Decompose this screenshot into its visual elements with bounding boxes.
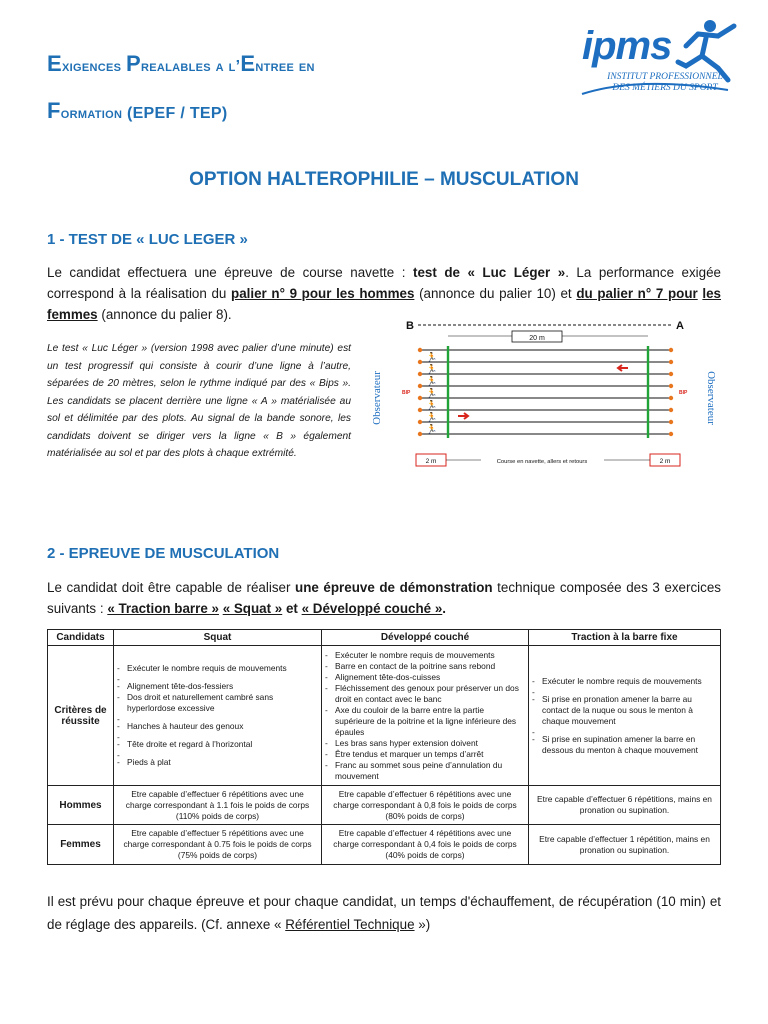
row-label-femmes: Femmes (48, 825, 114, 865)
table-row-femmes (48, 825, 721, 865)
table-row-hommes (48, 786, 721, 825)
table-row-criteria (48, 646, 721, 786)
diagram-caption: Course en navette, allers et retours (496, 459, 588, 465)
arrow-left-icon (618, 365, 628, 371)
svg-text:🏃: 🏃 (426, 389, 438, 399)
runner-figures (426, 351, 437, 435)
shuttle-run-diagram (366, 320, 721, 470)
svg-text:🏃: 🏃 (426, 413, 438, 423)
observer-right: Observateur (705, 371, 717, 425)
bip-right: BIP (679, 390, 688, 396)
femmes-developpe: Etre capable d’effectuer 4 répétitions avec une charge correspondant à 0,4 fois le poids de corps (40% poids de corps) (322, 825, 529, 865)
ipms-logo (578, 16, 748, 100)
section-2-title: 2 - EPREUVE DE MUSCULATION (47, 545, 280, 562)
svg-text:🏃: 🏃 (426, 377, 438, 387)
luc-leger-description: Le test « Luc Léger » (version 1998 avec palier d’une minute) est un test progressif qui consiste à courir d’une ligne à l’autre, séparées de 20 mètres, selon le rythme indiqué par des « Bips ». Les candidats se placent derrière une ligne « A » matérialisée au sol et délimitée par des plots. Au signal de la bande sonore, les candidats doivent se diriger vers la ligne « B » également matérialisée au sol et par des plots à chaque extrémité. (47, 343, 351, 459)
distance-label: 20 m (529, 335, 545, 342)
bip-left: BIP (402, 390, 411, 396)
header-title (47, 42, 315, 136)
logo-subtitle: INSTITUT PROFESSIONNEL DES MÉTIERS DU SPORT (607, 72, 723, 93)
femmes-traction: Etre capable d’effectuer 1 répétition, mains en pronation ou supination. (529, 825, 721, 865)
header-squat: Squat (114, 630, 322, 646)
observer-left: Observateur (371, 371, 383, 425)
zone-left-label: 2 m (425, 458, 437, 465)
hommes-developpe: Etre capable d’effectuer 6 répétitions avec une charge correspondant à 0,8 fois le poids de corps (80% poids de corps) (322, 786, 529, 825)
hommes-traction: Etre capable d’effectuer 6 répétitions, mains en pronation ou supination. (529, 786, 721, 825)
zone-right-label: 2 m (659, 458, 671, 465)
header-line-2: Formation (EPEF / TEP) (47, 98, 228, 123)
squat-criteria: - Exécuter le nombre requis de mouvements - - Alignement tête-dos-fessiers - Dos droit et naturellement cambré sans hyperlordose excessive - - Hanches à hauteur des genoux - - Tête droite et regard à l’horizontal - - Pieds à plat (114, 646, 322, 786)
svg-text:🏃: 🏃 (426, 353, 438, 363)
traction-criteria: - Exécuter le nombre requis de mouvements - - Si prise en pronation amener la barre au contact de la nuque ou sous le menton à chaque mouvement - - Si prise en supination amener la barre en dessous du menton à chaque mouvement (529, 646, 721, 786)
header-traction: Traction à la barre fixe (529, 630, 721, 646)
table-header-row (48, 630, 721, 646)
svg-text:🏃: 🏃 (426, 401, 438, 411)
section-2-paragraph: Le candidat doit être capable de réaliser une épreuve de démonstration technique composée des 3 exercices suivants : « Traction barre » « Squat » et « Développé couché ». (47, 580, 721, 616)
svg-text:🏃: 🏃 (426, 365, 438, 375)
hommes-squat: Etre capable d’effectuer 6 répétitions avec une charge correspondant à 1.1 fois le poids de corps (110% poids de corps) (114, 786, 322, 825)
header-candidats: Candidats (48, 630, 114, 646)
row-label-hommes: Hommes (48, 786, 114, 825)
header-developpe: Développé couché (322, 630, 529, 646)
arrow-right-icon (458, 413, 468, 419)
referentiel-link[interactable]: Référentiel Technique (285, 917, 415, 932)
developpe-criteria: - Exécuter le nombre requis de mouvements - Barre en contact de la poitrine sans rebond - Alignement tête-dos-cuisses - Fléchissement des genoux pour préserver un dos droit en contact avec le banc - Axe du couloir de la barre entre la partie supérieure de la poitrine et la ligne inférieure des épaules - Les bras sans hyper extension doivent - Être tendus et marquer un temps d’arrêt - Franc au sommet sous peine d’annulation du mouvement (322, 646, 529, 786)
footer-paragraph: Il est prévu pour chaque épreuve et pour chaque candidat, un temps d'échauffement, de récupération (10 min) et de réglage des appareils. (Cf. annexe « Référentiel Technique ») (47, 894, 721, 932)
femmes-squat: Etre capable d’effectuer 5 répétitions avec une charge correspondant à 0.75 fois le poids de corps (75% poids de corps) (114, 825, 322, 865)
row-label-criteria: Critères de réussite (48, 646, 114, 786)
section-1-title: 1 - TEST DE « LUC LEGER » (47, 231, 248, 248)
label-a: A (676, 320, 684, 332)
criteria-table (47, 629, 721, 865)
option-title: OPTION HALTEROPHILIE – MUSCULATION (189, 169, 579, 190)
logo-text: ipms (582, 24, 672, 68)
label-b: B (406, 320, 414, 332)
svg-text:🏃: 🏃 (426, 425, 438, 435)
header-line-1: Exigences Prealables a l’Entree en (47, 51, 315, 76)
section-1-paragraph: Le candidat effectuera une épreuve de course navette : test de « Luc Léger ». La performance exigée correspond à la réalisation du palier n° 9 pour les hommes (annonce du palier 10) et du palier n° 7 pour les femmes (annonce du palier 8). (47, 265, 721, 322)
